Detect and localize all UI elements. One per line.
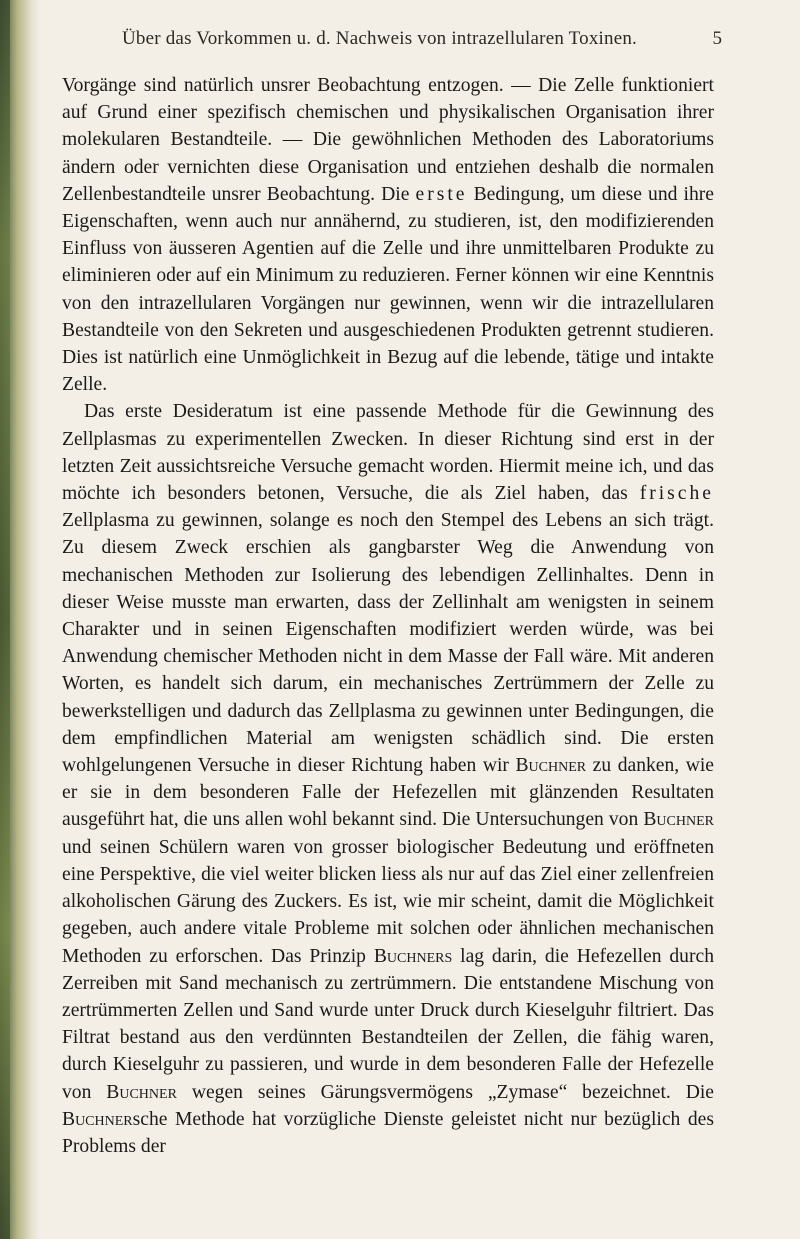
running-title: Über das Vorkommen u. d. Nachweis von intrazellularen Toxinen. [122, 28, 637, 49]
paragraph-2-text-a: Das erste Desideratum ist eine passende Methode für die Gewinnung des Zellplasmas zu experimentellen Zwecken. In dieser Richtung sind erst in der letzten Zeit aussichtsreiche Versuche gemacht worden. Hiermit meine ich, und das möchte ich besonders betonen, Versuche, die als Ziel haben, das [62, 401, 714, 505]
author-name-buchner-4: Buchner [106, 1081, 177, 1103]
body-text [62, 72, 714, 1160]
paragraph-2-text-c: zu danken, wie er sie in dem besonderen Falle der Hefezellen mit glänzenden Resultaten ausgeführt hat, die uns allen wohl bekannt sind. Die Untersuchungen von [62, 755, 715, 831]
paragraph-2-text-b: Zellplasma zu gewinnen, solange es noch den Stempel des Lebens an sich trägt. Zu diesem Zweck erschien als gangbarster Weg die Anwendung von mechanischen Methoden zur Isolierung des lebendigen Zellinhaltes. Denn in dieser Weise musste man erwarten, dass der Zellinhalt am wenigsten in seinem Charakter und in seinen Eigenschaften modifiziert werden würde, was bei Anwendung chemischer Methoden nicht in dem Masse der Fall wäre. Mit anderen Worten, es handelt sich darum, ein mechanisches Zertrümmern der Zelle zu bewerkstelligen und dadurch das Zellplasma zu gewinnen unter Bedingungen, die dem empfindlichen Material am wenigsten schädlich sind. Die ersten wohlgelungenen Versuche in dieser Richtung haben wir [62, 510, 714, 777]
paragraph-2-text-e: lag darin, die Hefezellen durch Zerreiben mit Sand mechanisch zu zertrümmern. Die entstandene Mischung von zertrümmerten Zellen und Sand wurde unter Druck durch Kieselguhr filtriert. Das Filtrat bestand aus den verdünnten Bestandteilen der Zellen, die fähig waren, durch Kieselguhr zu passieren, und wurde in dem besonderen Falle der Hefezelle von [62, 945, 714, 1103]
running-head [62, 28, 722, 58]
paragraph-2-text-f: wegen seines Gärungsvermögens „Zymase“ bezeichnet. Die [191, 1081, 714, 1103]
author-name-buchners: Buchners [373, 945, 453, 967]
paragraph-2-text-g: sche Methode hat vorzügliche Dienste geleistet nicht nur bezüglich des Problems der [62, 1108, 714, 1157]
author-name-buchner-1: Buchner [515, 755, 587, 777]
emphasis-frische: frische [639, 483, 714, 505]
book-page [62, 28, 722, 1160]
paragraph-2-text-d: und seinen Schülern waren von grosser biologischer Bedeutung und eröffneten eine Perspektive, die viel weiter blicken liess als nur auf das Ziel einer zellenfreien alkoholischen Gärung des Zuckers. Es ist, wie mir scheint, damit die Möglichkeit gegeben, auch andere vitale Probleme mit solchen oder ähnlichen mechanischen Methoden zu erforschen. Das Prinzip [62, 836, 714, 967]
book-binding-edge [0, 0, 40, 1239]
paragraph-1-text-a: Vorgänge sind natürlich unsrer Beobachtung entzogen. — Die Zelle funktioniert auf Grund einer spezifisch chemischen und physikalischen Organisation ihrer molekularen Bestandteile. — Die gewöhnlichen Methoden des Laboratoriums ändern oder vernichten diese Organisation und entziehen deshalb die normalen Zellenbestandteile unsrer Beobachtung. Die [62, 75, 714, 205]
author-name-buchner-2: Buchner [643, 809, 714, 831]
emphasis-erste: erste [415, 183, 468, 205]
paragraph-2 [62, 398, 714, 1160]
author-name-buchner-5: Buchner [62, 1108, 133, 1130]
paragraph-1 [62, 72, 714, 398]
paragraph-1-text-b: Bedingung, um diese und ihre Eigenschaften, wenn auch nur annähernd, zu studieren, ist, den modifizierenden Einfluss von äusseren Agentien auf die Zelle und ihre unmittelbaren Produkte zu eliminieren oder auf ein Minimum zu reduzieren. Ferner können wir eine Kenntnis von den intrazellularen Vorgängen nur gewinnen, wenn wir die intrazellularen Bestandteile von den Sekreten und ausgeschiedenen Produkten getrennt studieren. Dies ist natürlich eine Unmöglichkeit in Bezug auf die lebende, tätige und intakte Zelle. [62, 183, 714, 396]
page-number: 5 [712, 28, 722, 49]
book-binding-shadow [0, 0, 10, 1239]
